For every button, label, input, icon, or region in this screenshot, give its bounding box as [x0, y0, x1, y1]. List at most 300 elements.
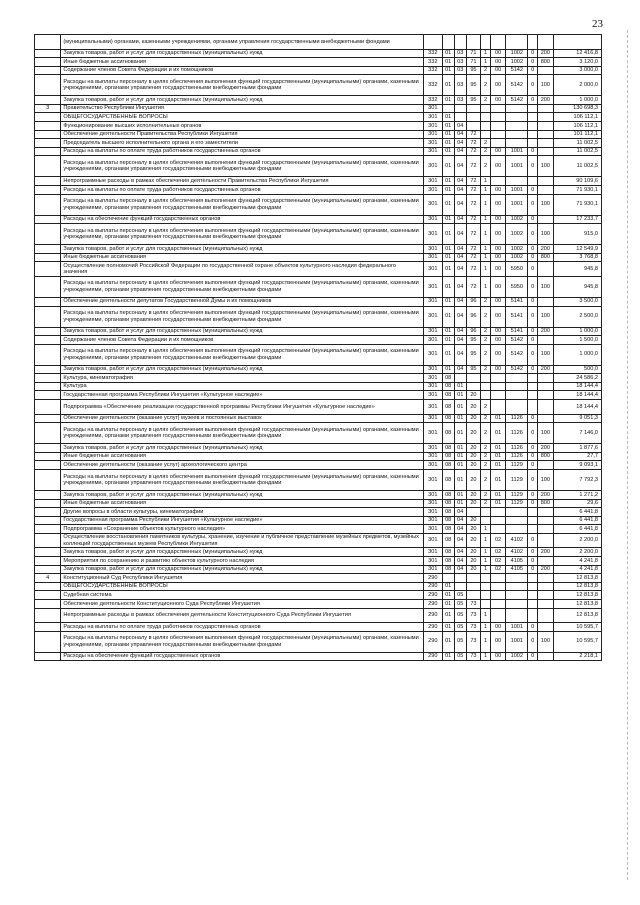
description-cell: Государственная программа Республики Ингушетия «Культурное наследие» [61, 516, 424, 525]
digit-code-cell: 0 [528, 327, 538, 336]
section-code-cell [442, 104, 454, 113]
program-code-cell: 96 [466, 306, 480, 327]
ministry-code-cell: 301 [423, 391, 442, 400]
direction-code-cell: 1001 [506, 623, 528, 632]
subprogram-code-cell: 1 [481, 194, 491, 215]
direction-code-cell: 1129 [506, 490, 528, 499]
ministry-code-cell: 290 [423, 652, 442, 661]
digit-code-cell [528, 516, 538, 525]
row-number-cell [35, 75, 61, 96]
event-code-cell: 00 [490, 194, 505, 215]
row-number-cell [35, 336, 61, 345]
subsection-code-cell: 01 [454, 490, 466, 499]
expense-type-code-cell: 200 [538, 327, 553, 336]
direction-code-cell [506, 122, 528, 131]
description-cell: Непрограммные расходы в рамках обеспечения деятельности Конституционного Суда Республики Ингушетия [61, 608, 424, 623]
table-row [35, 591, 602, 600]
program-code-cell: 72 [466, 156, 480, 177]
digit-code-cell: 0 [528, 469, 538, 490]
sum-cell: 27,7 [553, 452, 601, 461]
table-row [35, 623, 602, 632]
direction-code-cell: 1126 [506, 414, 528, 423]
direction-code-cell [506, 104, 528, 113]
sum-cell: 12 416,8 [553, 49, 601, 58]
ministry-code-cell: 301 [423, 194, 442, 215]
section-code-cell: 01 [442, 253, 454, 262]
ministry-code-cell: 301 [423, 297, 442, 306]
digit-code-cell [528, 130, 538, 139]
description-cell: Мероприятия по сохранению и развитию объектов культурного наследия [61, 557, 424, 566]
expense-type-code-cell [538, 652, 553, 661]
sum-cell: 1 000,0 [553, 344, 601, 365]
row-number-cell [35, 374, 61, 383]
subsection-code-cell: 05 [454, 591, 466, 600]
digit-code-cell [528, 391, 538, 400]
digit-code-cell [528, 599, 538, 608]
section-code-cell: 01 [442, 66, 454, 75]
sum-cell: 6 441,8 [553, 516, 601, 525]
section-code-cell: 01 [442, 306, 454, 327]
table-row [35, 608, 602, 623]
expense-type-code-cell: 100 [538, 276, 553, 297]
subsection-code-cell [454, 374, 466, 383]
expense-type-code-cell: 100 [538, 306, 553, 327]
ministry-code-cell: 301 [423, 122, 442, 131]
description-cell: Культура [61, 382, 424, 391]
sum-cell: 106 112,1 [553, 113, 601, 122]
program-code-cell: 20 [466, 499, 480, 508]
expense-type-code-cell: 200 [538, 565, 553, 574]
event-code-cell: 00 [490, 66, 505, 75]
section-code-cell: 01 [442, 631, 454, 652]
row-number-cell [35, 469, 61, 490]
sum-cell: 11 002,5 [553, 156, 601, 177]
subsection-code-cell: 04 [454, 533, 466, 548]
ministry-code-cell: 301 [423, 525, 442, 534]
digit-code-cell [528, 139, 538, 148]
description-cell: Расходы на выплаты персоналу в целях обеспечения выполнения функций государственными (муниципальными) органами, казенными учреждениями, органами управления государственными внебюджетными фондами [61, 156, 424, 177]
digit-code-cell: 0 [528, 444, 538, 453]
digit-code-cell: 0 [528, 66, 538, 75]
table-row [35, 327, 602, 336]
sum-cell: 130 698,3 [553, 104, 601, 113]
section-code-cell: 01 [442, 96, 454, 105]
table-row [35, 58, 602, 67]
program-code-cell [466, 122, 480, 131]
expense-type-code-cell: 200 [538, 444, 553, 453]
sum-cell: 3 120,0 [553, 58, 601, 67]
sum-cell: 12 813,8 [553, 599, 601, 608]
event-code-cell [490, 177, 505, 186]
row-number-cell [35, 565, 61, 574]
event-code-cell: 00 [490, 245, 505, 254]
description-cell: Расходы на выплаты по оплате труда работников государственных органов [61, 186, 424, 195]
section-code-cell: 08 [442, 548, 454, 557]
description-cell: Иные бюджетные ассигнования [61, 499, 424, 508]
row-number-cell [35, 49, 61, 58]
subsection-code-cell: 01 [454, 400, 466, 415]
digit-code-cell: 0 [528, 557, 538, 566]
direction-code-cell: 1126 [506, 423, 528, 444]
subsection-code-cell: 05 [454, 599, 466, 608]
row-number-cell [35, 215, 61, 224]
ministry-code-cell: 301 [423, 130, 442, 139]
sum-cell: 106 112,1 [553, 122, 601, 131]
event-code-cell [490, 582, 505, 591]
table-row [35, 631, 602, 652]
sum-cell: 90 109,6 [553, 177, 601, 186]
direction-code-cell: 4102 [506, 548, 528, 557]
subprogram-code-cell [481, 574, 491, 583]
sum-cell: 71 930,1 [553, 186, 601, 195]
subsection-code-cell: 04 [454, 276, 466, 297]
subsection-code-cell: 04 [454, 508, 466, 517]
section-code-cell: 01 [442, 276, 454, 297]
table-row [35, 66, 602, 75]
section-code-cell: 08 [442, 391, 454, 400]
event-code-cell: 00 [490, 186, 505, 195]
subprogram-code-cell: 1 [481, 565, 491, 574]
description-cell: Функционирование высших исполнительных органов [61, 122, 424, 131]
budget-table [34, 34, 602, 661]
description-cell: Государственная программа Республики Ингушетия «Культурное наследие» [61, 391, 424, 400]
description-cell: Обеспечение деятельности депутатов Государственной Думы и их помощников [61, 297, 424, 306]
row-number-cell [35, 253, 61, 262]
row-number-cell [35, 499, 61, 508]
program-code-cell: 72 [466, 224, 480, 245]
direction-code-cell: 5141 [506, 297, 528, 306]
program-code-cell [466, 508, 480, 517]
sum-cell: 18 144,4 [553, 400, 601, 415]
event-code-cell [490, 391, 505, 400]
subsection-code-cell [454, 582, 466, 591]
event-code-cell [490, 130, 505, 139]
sum-cell: 18 144,4 [553, 382, 601, 391]
row-number-cell [35, 276, 61, 297]
row-number-cell [35, 147, 61, 156]
subprogram-code-cell: 2 [481, 365, 491, 374]
description-cell: Закупка товаров, работ и услуг для государственных (муниципальных) нужд [61, 327, 424, 336]
description-cell: Закупка товаров, работ и услуг для государственных (муниципальных) нужд [61, 565, 424, 574]
description-cell: Содержание членов Совета Федерации и их помощников [61, 336, 424, 345]
subprogram-code-cell: 1 [481, 215, 491, 224]
sum-cell: 3 000,0 [553, 66, 601, 75]
ministry-code-cell: 301 [423, 177, 442, 186]
subprogram-code-cell: 1 [481, 533, 491, 548]
expense-type-code-cell: 100 [538, 75, 553, 96]
table-row [35, 557, 602, 566]
table-row [35, 461, 602, 470]
direction-code-cell: 5142 [506, 344, 528, 365]
table-row [35, 253, 602, 262]
sum-cell: 4 241,8 [553, 565, 601, 574]
description-cell: (муниципальными) органами, казенными учреждениями, органами управления государственными внебюджетными фондами [61, 35, 424, 50]
direction-code-cell: 1126 [506, 452, 528, 461]
subsection-code-cell: 01 [454, 382, 466, 391]
ministry-code-cell: 290 [423, 608, 442, 623]
sum-cell: 2 200,0 [553, 533, 601, 548]
table-row [35, 382, 602, 391]
subsection-code-cell: 01 [454, 469, 466, 490]
event-code-cell: 00 [490, 75, 505, 96]
subsection-code-cell: 04 [454, 194, 466, 215]
table-row [35, 452, 602, 461]
sum-cell: 18 144,4 [553, 391, 601, 400]
section-code-cell: 08 [442, 423, 454, 444]
expense-type-code-cell [538, 508, 553, 517]
section-code-cell: 08 [442, 490, 454, 499]
direction-code-cell: 1002 [506, 58, 528, 67]
row-number-cell [35, 139, 61, 148]
section-code-cell: 01 [442, 623, 454, 632]
program-code-cell: 72 [466, 194, 480, 215]
direction-code-cell: 1002 [506, 224, 528, 245]
program-code-cell [466, 35, 480, 50]
event-code-cell [490, 113, 505, 122]
subsection-code-cell: 04 [454, 365, 466, 374]
direction-code-cell: 1002 [506, 652, 528, 661]
subprogram-code-cell: 1 [481, 608, 491, 623]
subprogram-code-cell: 1 [481, 177, 491, 186]
subprogram-code-cell: 1 [481, 49, 491, 58]
digit-code-cell [528, 122, 538, 131]
description-cell: Расходы на выплаты персоналу в целях обеспечения выполнения функций государственными (муниципальными) органами, казенными учреждениями, органами управления государственными внебюджетными фондами [61, 469, 424, 490]
ministry-code-cell: 301 [423, 400, 442, 415]
sum-cell: 11 002,5 [553, 139, 601, 148]
direction-code-cell [506, 391, 528, 400]
sum-cell: 71 930,1 [553, 194, 601, 215]
event-code-cell: 01 [490, 469, 505, 490]
program-code-cell: 20 [466, 533, 480, 548]
sum-cell: 101 112,1 [553, 130, 601, 139]
direction-code-cell: 1001 [506, 156, 528, 177]
direction-code-cell [506, 382, 528, 391]
program-code-cell: 72 [466, 245, 480, 254]
row-number-cell [35, 344, 61, 365]
description-cell: Расходы на обеспечение функций государственных органов [61, 652, 424, 661]
subsection-code-cell: 04 [454, 336, 466, 345]
digit-code-cell: 0 [528, 423, 538, 444]
expense-type-code-cell: 200 [538, 245, 553, 254]
event-code-cell [490, 382, 505, 391]
direction-code-cell [506, 113, 528, 122]
table-row [35, 599, 602, 608]
subprogram-code-cell: 2 [481, 147, 491, 156]
expense-type-code-cell: 100 [538, 224, 553, 245]
table-row [35, 122, 602, 131]
digit-code-cell: 0 [528, 490, 538, 499]
section-code-cell: 01 [442, 224, 454, 245]
subprogram-code-cell: 1 [481, 253, 491, 262]
subprogram-code-cell: 1 [481, 245, 491, 254]
ministry-code-cell: 301 [423, 444, 442, 453]
event-code-cell: 01 [490, 461, 505, 470]
subprogram-code-cell: 2 [481, 297, 491, 306]
description-cell: Иные бюджетные ассигнования [61, 253, 424, 262]
row-number-cell [35, 96, 61, 105]
ministry-code-cell: 301 [423, 215, 442, 224]
event-code-cell: 00 [490, 327, 505, 336]
row-number-cell [35, 194, 61, 215]
description-cell: Закупка товаров, работ и услуг для государственных (муниципальных) нужд [61, 96, 424, 105]
ministry-code-cell: 301 [423, 533, 442, 548]
program-code-cell: 72 [466, 147, 480, 156]
digit-code-cell [528, 508, 538, 517]
digit-code-cell: 0 [528, 156, 538, 177]
ministry-code-cell: 301 [423, 186, 442, 195]
row-number-cell [35, 508, 61, 517]
event-code-cell: 00 [490, 253, 505, 262]
sum-cell: 500,0 [553, 365, 601, 374]
subsection-code-cell: 01 [454, 423, 466, 444]
section-code-cell: 01 [442, 591, 454, 600]
direction-code-cell [506, 400, 528, 415]
digit-code-cell [528, 104, 538, 113]
row-number-cell [35, 224, 61, 245]
event-code-cell: 01 [490, 423, 505, 444]
ministry-code-cell: 332 [423, 75, 442, 96]
ministry-code-cell: 301 [423, 327, 442, 336]
event-code-cell: 00 [490, 156, 505, 177]
subprogram-code-cell: 2 [481, 414, 491, 423]
table-row [35, 652, 602, 661]
sum-cell: 7 792,3 [553, 469, 601, 490]
ministry-code-cell: 290 [423, 574, 442, 583]
program-code-cell: 20 [466, 490, 480, 499]
section-code-cell: 01 [442, 122, 454, 131]
sum-cell: 6 441,8 [553, 508, 601, 517]
table-row [35, 469, 602, 490]
digit-code-cell [528, 400, 538, 415]
expense-type-code-cell [538, 582, 553, 591]
table-row [35, 516, 602, 525]
digit-code-cell [528, 582, 538, 591]
ministry-code-cell: 301 [423, 104, 442, 113]
event-code-cell: 00 [490, 365, 505, 374]
description-cell: Расходы на выплаты персоналу в целях обеспечения выполнения функций государственными (муниципальными) органами, казенными учреждениями, органами управления государственными внебюджетными фондами [61, 423, 424, 444]
ministry-code-cell: 301 [423, 306, 442, 327]
subsection-code-cell: 03 [454, 49, 466, 58]
subsection-code-cell: 01 [454, 461, 466, 470]
direction-code-cell: 1129 [506, 461, 528, 470]
expense-type-code-cell [538, 557, 553, 566]
table-row [35, 96, 602, 105]
event-code-cell [490, 104, 505, 113]
description-cell: Другие вопросы в области культуры, кинематографии [61, 508, 424, 517]
description-cell: Закупка товаров, работ и услуг для государственных (муниципальных) нужд [61, 49, 424, 58]
direction-code-cell: 5141 [506, 327, 528, 336]
ministry-code-cell: 301 [423, 139, 442, 148]
table-row [35, 400, 602, 415]
ministry-code-cell: 301 [423, 565, 442, 574]
subsection-code-cell: 04 [454, 186, 466, 195]
event-code-cell: 00 [490, 306, 505, 327]
digit-code-cell: 0 [528, 215, 538, 224]
table-row [35, 276, 602, 297]
sum-cell: 2 200,0 [553, 548, 601, 557]
ministry-code-cell: 301 [423, 548, 442, 557]
ministry-code-cell: 332 [423, 58, 442, 67]
ministry-code-cell: 301 [423, 414, 442, 423]
program-code-cell [466, 104, 480, 113]
subprogram-code-cell: 2 [481, 452, 491, 461]
subsection-code-cell: 04 [454, 215, 466, 224]
subprogram-code-cell: 1 [481, 623, 491, 632]
description-cell: Осуществление полномочий Российской Федерации по государственной охране объектов культурного наследия федерального значения [61, 262, 424, 277]
section-code-cell: 08 [442, 516, 454, 525]
section-code-cell: 01 [442, 652, 454, 661]
section-code-cell: 01 [442, 215, 454, 224]
digit-code-cell: 0 [528, 49, 538, 58]
expense-type-code-cell [538, 608, 553, 623]
expense-type-code-cell [538, 374, 553, 383]
table-row [35, 139, 602, 148]
program-code-cell: 20 [466, 469, 480, 490]
ministry-code-cell: 301 [423, 276, 442, 297]
row-number-cell [35, 533, 61, 548]
digit-code-cell: 0 [528, 499, 538, 508]
subsection-code-cell: 01 [454, 391, 466, 400]
description-cell: Иные бюджетные ассигнования [61, 452, 424, 461]
subprogram-code-cell: 2 [481, 66, 491, 75]
expense-type-code-cell [538, 104, 553, 113]
expense-type-code-cell: 800 [538, 253, 553, 262]
ministry-code-cell: 290 [423, 582, 442, 591]
section-code-cell: 08 [442, 400, 454, 415]
sum-cell: 3 768,8 [553, 253, 601, 262]
direction-code-cell: 1126 [506, 444, 528, 453]
event-code-cell: 01 [490, 499, 505, 508]
expense-type-code-cell [538, 215, 553, 224]
digit-code-cell: 0 [528, 224, 538, 245]
subprogram-code-cell [481, 35, 491, 50]
row-number-cell [35, 631, 61, 652]
ministry-code-cell: 301 [423, 262, 442, 277]
subprogram-code-cell [481, 104, 491, 113]
digit-code-cell: 0 [528, 344, 538, 365]
subprogram-code-cell: 2 [481, 75, 491, 96]
digit-code-cell: 0 [528, 533, 538, 548]
subprogram-code-cell: 2 [481, 96, 491, 105]
expense-type-code-cell [538, 574, 553, 583]
sum-cell: 12 813,8 [553, 591, 601, 600]
direction-code-cell: 1002 [506, 49, 528, 58]
sum-cell: 915,0 [553, 224, 601, 245]
sum-cell: 29,6 [553, 499, 601, 508]
table-row [35, 113, 602, 122]
expense-type-code-cell [538, 623, 553, 632]
sum-cell: 3 500,0 [553, 297, 601, 306]
program-code-cell: 20 [466, 452, 480, 461]
event-code-cell: 02 [490, 565, 505, 574]
subprogram-code-cell: 1 [481, 276, 491, 297]
row-number-cell [35, 365, 61, 374]
digit-code-cell: 0 [528, 306, 538, 327]
digit-code-cell: 0 [528, 276, 538, 297]
subsection-code-cell: 04 [454, 297, 466, 306]
ministry-code-cell [423, 35, 442, 50]
table-row [35, 565, 602, 574]
expense-type-code-cell [538, 177, 553, 186]
subsection-code-cell: 04 [454, 130, 466, 139]
direction-code-cell: 1002 [506, 215, 528, 224]
sum-cell: 1 271,2 [553, 490, 601, 499]
ministry-code-cell: 290 [423, 623, 442, 632]
subprogram-code-cell: 1 [481, 631, 491, 652]
subprogram-code-cell [481, 130, 491, 139]
event-code-cell: 02 [490, 548, 505, 557]
subprogram-code-cell: 1 [481, 525, 491, 534]
